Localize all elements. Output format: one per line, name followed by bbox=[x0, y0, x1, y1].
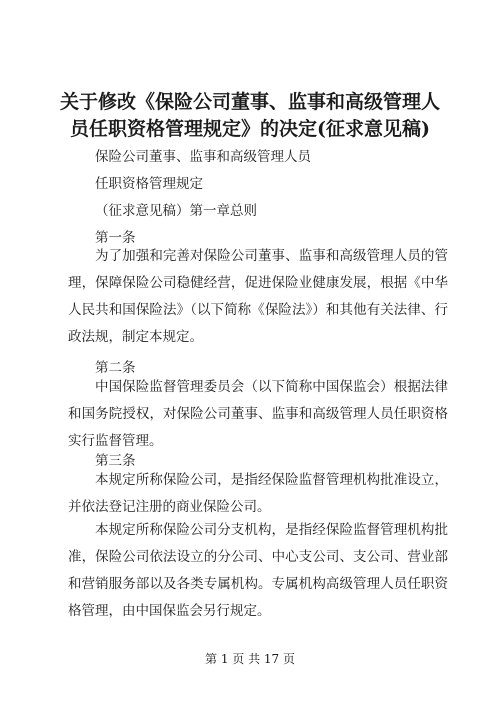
article-2-text: 中国保险监督管理委员会（以下简称中国保监会）根据法律和国务院授权，对保险公司董事、监事和高级管理人员任职资格实行监督管理。 bbox=[68, 379, 448, 449]
subtitle-line-1: 保险公司董事、监事和高级管理人员 bbox=[95, 149, 311, 165]
article-2-heading: 第二条 bbox=[95, 360, 136, 376]
document-title bbox=[60, 89, 440, 143]
page-footer: 第 1 页 共 17 页 bbox=[205, 652, 295, 666]
subtitle-line-2: 任职资格管理规定 bbox=[95, 176, 203, 192]
article-3-paragraph-2: 本规定所称保险公司分支机构，是指经保险监督管理机构批准，保险公司依法设立的分公司、中心支公司、支公司、营业部和营销服务部以及各类专属机构。专属机构高级管理人员任职资格管理，由中国保监会另行规定。 bbox=[68, 522, 448, 619]
article-1-text: 为了加强和完善对保险公司董事、监事和高级管理人员的管理，保障保险公司稳健经营，促进保险业健康发展，根据《中华人民共和国保险法》（以下简称《保险法》）和其他有关法律、行政法规，制定本规定。 bbox=[68, 248, 448, 345]
title-line-2: 员任职资格管理规定》的决定(征求意见稿) bbox=[70, 118, 430, 140]
article-3-paragraph-1: 本规定所称保险公司，是指经保险监督管理机构批准设立，并依法登记注册的商业保险公司。 bbox=[68, 472, 448, 515]
title-line-1: 关于修改《保险公司董事、监事和高级管理人 bbox=[60, 91, 441, 113]
article-1-heading: 第一条 bbox=[95, 230, 136, 246]
chapter-heading: （征求意见稿）第一章总则 bbox=[95, 203, 257, 219]
article-3-heading: 第三条 bbox=[95, 453, 136, 469]
